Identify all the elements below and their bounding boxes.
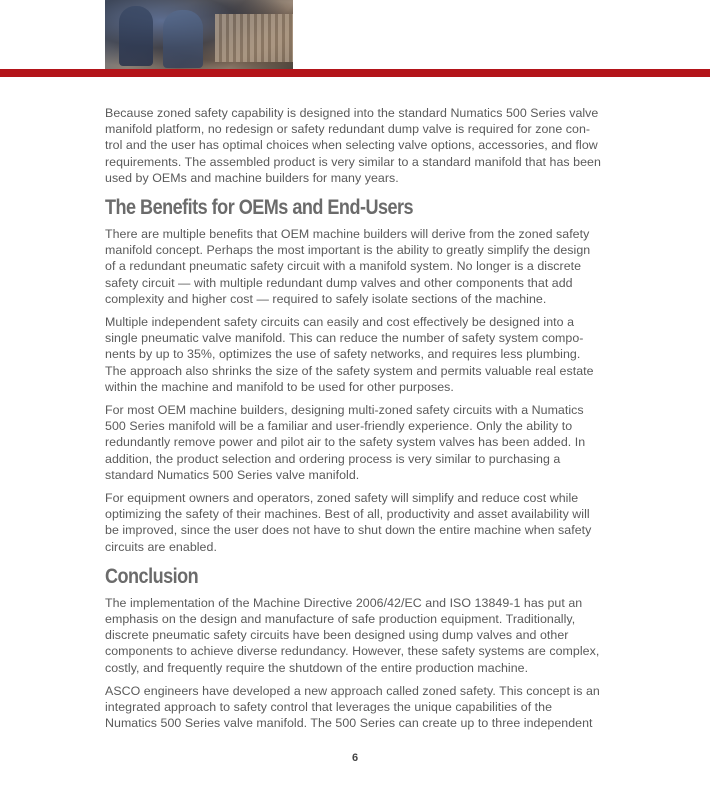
benefits-paragraph: For equipment owners and operators, zoned safety will simplify and reduce cost while optimizing the safety of their machines. Best of all, productivity and asset availability will be improved, since the user does not have to shut down the entire machine when safety circuits are enabled. xyxy=(105,491,592,554)
article-body xyxy=(105,105,603,739)
section-heading-conclusion: Conclusion xyxy=(105,564,199,588)
header-photo xyxy=(105,0,293,69)
conclusion-paragraph: The implementation of the Machine Directive 2006/42/EC and ISO 13849-1 has put an emphasis on the design and manufacture of safe production equipment. Traditionally, discrete pneumatic safety circuits have been designed using dump valves and other components to achieve diverse redundancy. However, these safety systems are complex, costly, and frequently require the shutdown of the entire production machine. xyxy=(105,595,600,675)
benefits-paragraph: Multiple independent safety circuits can easily and cost effectively be designed into a single pneumatic valve manifold. This can reduce the number of safety system compo-nents by up to 35%, optimizes the use of safety networks, and requires less plumbing. The approach also shrinks the size of the safety system and permits valuable real estate within the machine and manifold to be used for other purposes. xyxy=(105,315,594,394)
benefits-paragraph: For most OEM machine builders, designing multi-zoned safety circuits with a Numatics 500 Series manifold will be a familiar and user-friendly experience. Only the ability to redundantly remove power and pilot air to the safety system valves has been added. In addition, the product selection and ordering process is very similar to purchasing a standard Numatics 500 Series valve manifold. xyxy=(105,403,586,482)
benefits-paragraph: There are multiple benefits that OEM machine builders will derive from the zoned safety manifold concept. Perhaps the most important is the ability to greatly simplify the design of a redundant pneumatic safety circuit with a manifold system. No longer is a discrete safety circuit — with multiple redundant dump valves and other components that add complexity and higher cost — required to safely isolate sections of the machine. xyxy=(105,227,591,306)
section-heading-benefits: The Benefits for OEMs and End-Users xyxy=(105,196,414,220)
page-number: 6 xyxy=(351,752,359,764)
conclusion-paragraph: ASCO engineers have developed a new approach called zoned safety. This concept is an integrated approach to safety control that leverages the unique capabilities of the Numatics 500 Series valve manifold. The 500 Series can create up to three independent xyxy=(105,683,600,731)
header-accent-bar xyxy=(0,69,710,77)
machine-graphic xyxy=(215,14,293,62)
intro-paragraph: Because zoned safety capability is designed into the standard Numatics 500 Series valve manifold platform, no redesign or safety redundant dump valve is required for zone con-trol and the user has optimal choices when selecting valve options, accessories, and flow requirements. The assembled product is very similar to a standard manifold that has been used by OEMs and machine builders for many years. xyxy=(105,106,601,185)
worker-figure xyxy=(163,10,203,68)
worker-figure xyxy=(119,6,153,66)
